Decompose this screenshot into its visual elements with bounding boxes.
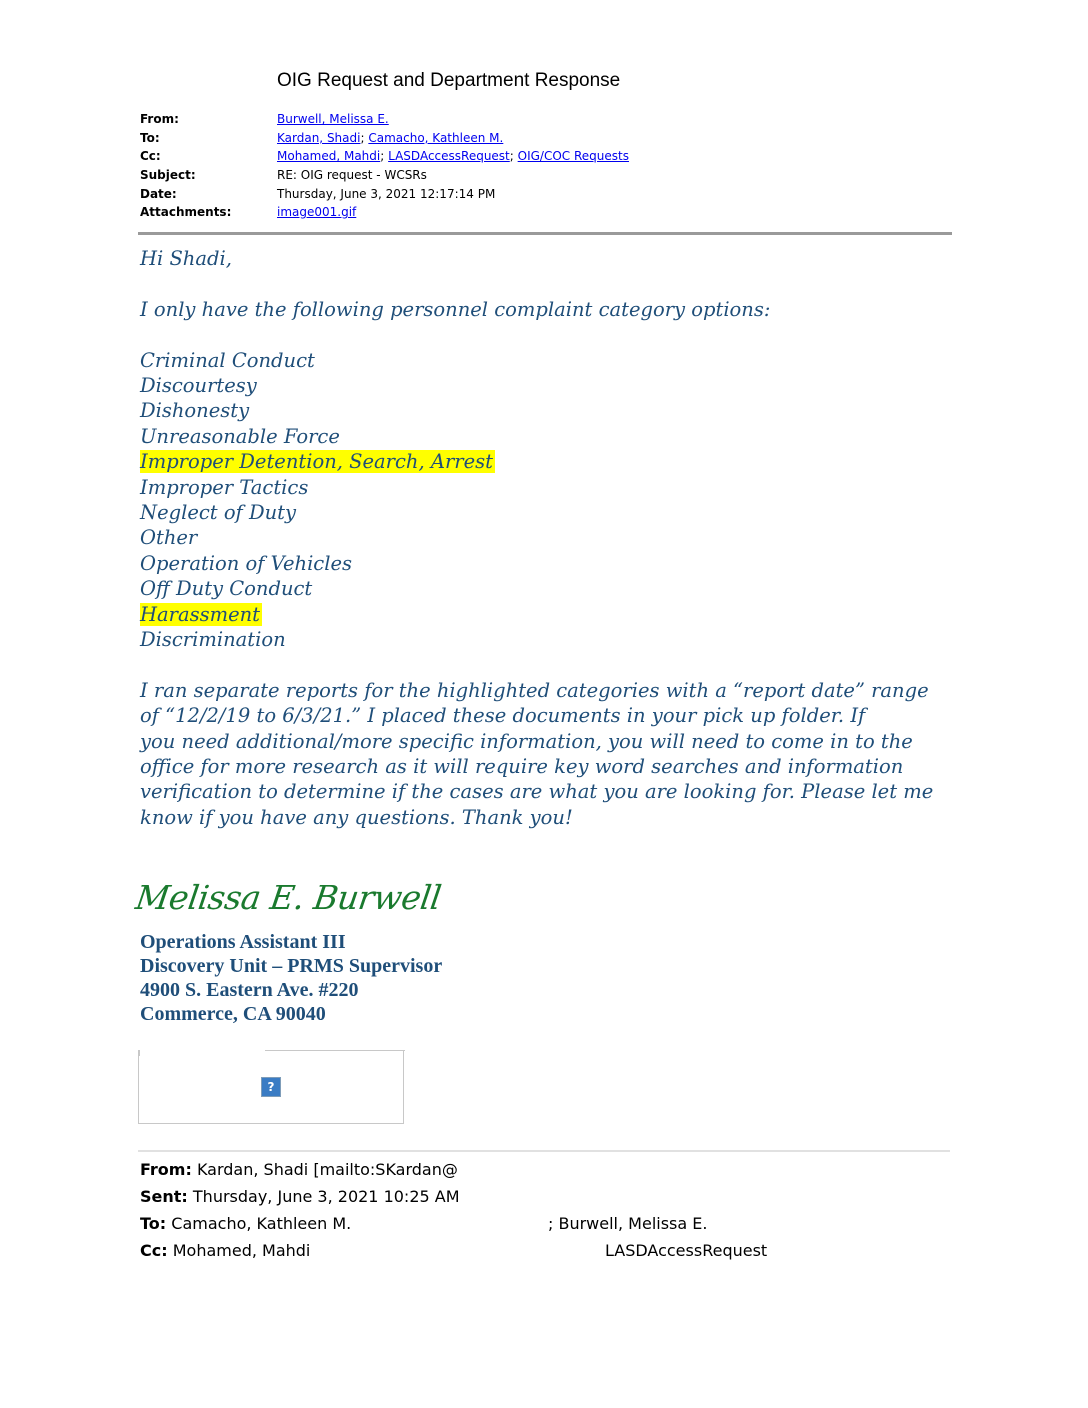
paragraph-line: of “12/2/19 to 6/3/21.” I placed these documents in your pick up folder. If — [140, 704, 866, 728]
category-item — [140, 424, 960, 449]
category-item — [140, 348, 960, 373]
cc-link-3[interactable]: OIG/COC Requests — [517, 149, 629, 164]
forwarded-from-label: From: — [140, 1160, 192, 1179]
header-divider — [138, 232, 952, 235]
category-label: Off Duty Conduct — [140, 577, 313, 601]
subject-label: Subject: — [140, 168, 196, 183]
category-label: Other — [140, 526, 198, 550]
header-row-cc — [140, 147, 952, 166]
signature-city: Commerce, CA 90040 — [140, 1003, 326, 1025]
category-label: Discrimination — [140, 628, 286, 652]
forwarded-from-row — [140, 1156, 460, 1183]
forwarded-from-value: Kardan, Shadi [mailto:SKardan@ — [196, 1160, 458, 1179]
forwarded-sent-value: Thursday, June 3, 2021 10:25 AM — [192, 1187, 460, 1206]
forwarded-sent-label: Sent: — [140, 1187, 188, 1206]
category-item — [140, 627, 960, 652]
category-item — [140, 576, 960, 601]
category-label: Discourtesy — [140, 374, 257, 397]
category-item — [140, 551, 960, 576]
handwritten-signature: Melissa E. Burwell — [133, 878, 444, 917]
embedded-image-frame-corner — [138, 1050, 140, 1056]
closing-paragraph — [140, 678, 960, 830]
category-item — [140, 449, 960, 474]
cc-link-1[interactable]: Mohamed, Mahdi — [277, 149, 381, 164]
date-value: Thursday, June 3, 2021 12:17:14 PM — [277, 186, 496, 201]
header-row-attachments — [140, 203, 952, 222]
email-body — [140, 246, 960, 830]
signature-unit: Discovery Unit – PRMS Supervisor — [140, 955, 443, 977]
attachment-link[interactable]: image001.gif — [277, 205, 357, 220]
highlighted-category-label: Improper Detention, Search, Arrest — [140, 450, 493, 474]
category-label: Dishonesty — [140, 399, 250, 423]
category-item — [140, 373, 960, 398]
category-item — [140, 602, 960, 627]
forwarded-to-row — [140, 1210, 708, 1237]
to-link-1[interactable]: Kardan, Shadi — [277, 130, 361, 145]
to-link-2[interactable]: Camacho, Kathleen M. — [368, 130, 504, 145]
broken-image-icon: ? — [261, 1077, 281, 1097]
separator: ; — [380, 149, 385, 164]
forwarded-cc-label: Cc: — [140, 1241, 168, 1260]
category-item — [140, 500, 960, 525]
forwarded-to-label: To: — [140, 1214, 167, 1233]
forwarded-cc-row — [140, 1237, 768, 1264]
paragraph-line: office for more research as it will require key word searches and information — [140, 755, 904, 779]
category-label: Unreasonable Force — [140, 424, 340, 448]
from-link[interactable]: Burwell, Melissa E. — [277, 112, 389, 127]
intro-line: I only have the following personnel complaint category options: — [140, 297, 771, 321]
forwarded-header — [140, 1156, 768, 1264]
separator: ; — [360, 130, 365, 145]
signature-title: Operations Assistant III — [140, 931, 346, 953]
cc-label: Cc: — [140, 149, 161, 164]
to-label: To: — [140, 130, 160, 145]
category-label: Operation of Vehicles — [140, 551, 353, 575]
greeting: Hi Shadi, — [140, 247, 232, 270]
forwarded-to-first: Camacho, Kathleen M. — [171, 1214, 352, 1233]
paragraph-line: verification to determine if the cases are what you are looking for. Please let me — [140, 780, 934, 804]
forwarded-cc-first: Mohamed, Mahdi — [172, 1241, 311, 1260]
signature-address: 4900 S. Eastern Ave. #220 — [140, 979, 359, 1001]
category-label: Neglect of Duty — [140, 501, 297, 525]
signature-block — [140, 930, 442, 1026]
category-label: Improper Tactics — [140, 475, 309, 499]
category-item — [140, 475, 960, 500]
header-row-from — [140, 110, 952, 129]
forwarded-to-second: ; Burwell, Melissa E. — [548, 1214, 708, 1233]
paragraph-line: you need additional/more specific information, you will need to come in to the — [140, 729, 913, 753]
attachments-label: Attachments: — [140, 205, 232, 220]
category-list — [140, 348, 960, 653]
separator: ; — [509, 149, 514, 164]
header-row-subject — [140, 166, 952, 185]
header-row-date — [140, 184, 952, 203]
category-item — [140, 398, 960, 423]
from-label: From: — [140, 112, 179, 127]
forwarded-divider — [138, 1150, 950, 1152]
forwarded-sent-row — [140, 1183, 460, 1210]
category-label: Criminal Conduct — [140, 348, 315, 372]
subject-value: RE: OIG request - WCSRs — [277, 168, 427, 183]
paragraph-line: I ran separate reports for the highlighted categories with a “report date” range — [140, 678, 929, 702]
document-title: OIG Request and Department Response — [277, 70, 621, 91]
paragraph-line: know if you have any questions. Thank you! — [140, 805, 573, 829]
cc-link-2[interactable]: LASDAccessRequest — [388, 149, 510, 164]
forwarded-cc-second: LASDAccessRequest — [605, 1241, 768, 1260]
embedded-image-frame-top — [265, 1050, 405, 1051]
email-header — [140, 110, 952, 222]
category-item — [140, 525, 960, 550]
header-row-to — [140, 129, 952, 148]
highlighted-category-label: Harassment — [140, 602, 261, 626]
date-label: Date: — [140, 186, 177, 201]
